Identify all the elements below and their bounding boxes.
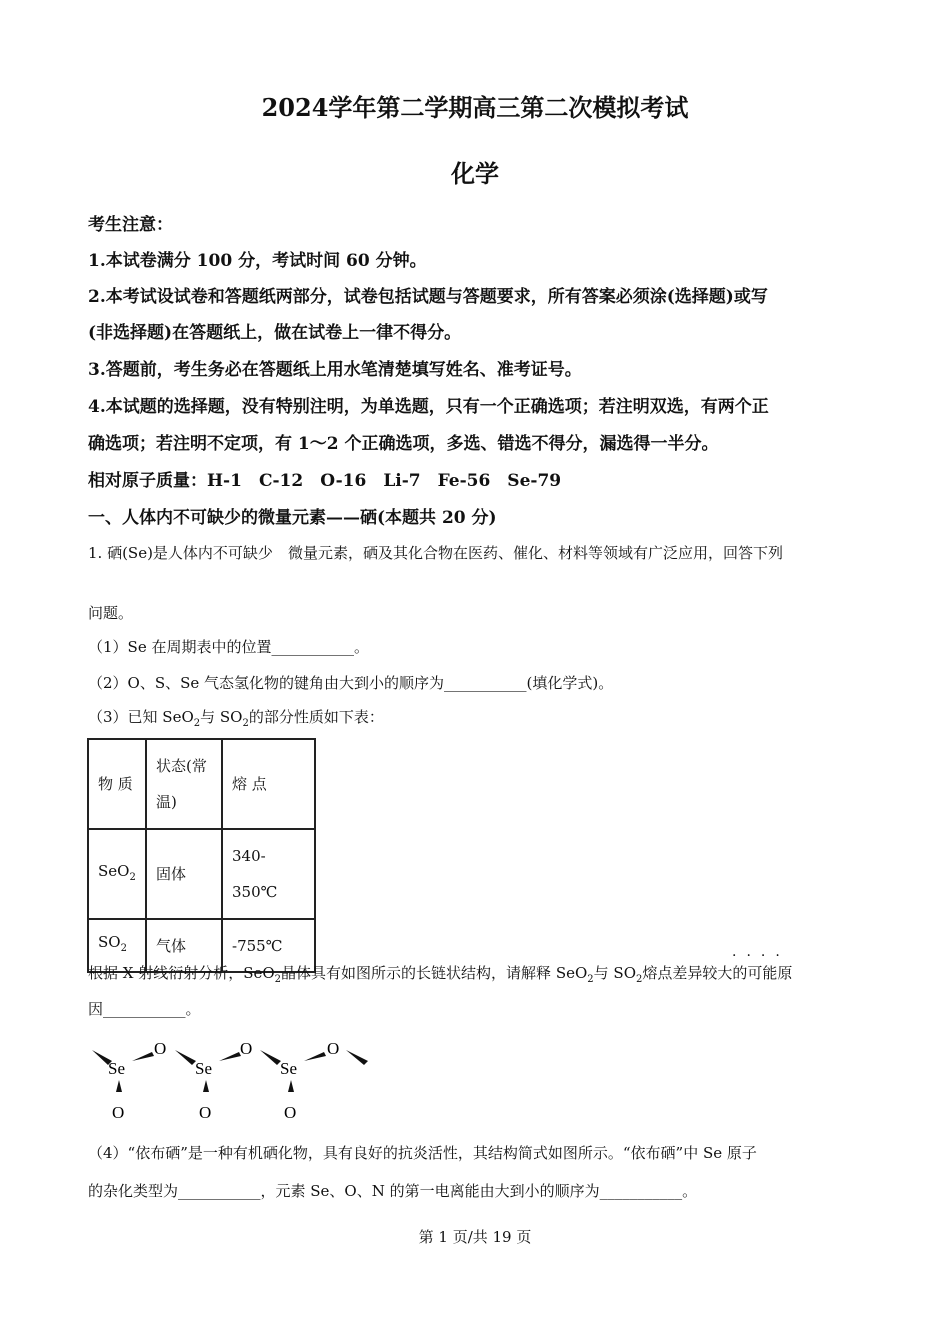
properties-table xyxy=(87,738,316,973)
table-cell: -755℃ xyxy=(222,919,315,972)
notice-item-4b: 确选项；若注明不定项，有 1～2 个正确选项，多选、错选不得分，漏选得一半分。 xyxy=(88,434,719,454)
subject-title: 化学 xyxy=(451,159,499,188)
bond-wedge xyxy=(260,1050,281,1065)
bond-wedge xyxy=(203,1080,209,1092)
question-1-part-3: （3）已知 SeO$_2$与 $SO_2$的部分性质如下表： xyxy=(88,708,384,729)
o-atom-label: O xyxy=(199,1103,212,1122)
table-row xyxy=(88,829,315,919)
bond-wedge xyxy=(175,1050,196,1065)
table-header-cell: 熔 点 xyxy=(222,739,315,829)
question-1-intro: 1. 硒(Se)是人体内不可缺少 微量元素，硒及其化合物在医药、催化、材料等领域有广泛应用，回答下列 xyxy=(88,544,783,562)
o-atom-label: O xyxy=(284,1103,297,1122)
bond-wedge xyxy=(346,1050,368,1065)
explain-question: 根据 X 射线衍射分析，SeO$_2$晶体具有如图所示的长链状结构，请解释 SeO$_2$与 $SO_2$熔点差异较大的可能原 xyxy=(88,964,793,985)
table-header-cell: 物 质 xyxy=(88,739,146,829)
question-1-part-2: （2）O、S、Se 气态氢化物的键角由大到小的顺序为___________(填化学式)。 xyxy=(88,674,614,692)
question-1-part-4-cont: 的杂化类型为___________，元素 Se、O、N 的第一电离能由大到小的顺序为___________。 xyxy=(88,1182,698,1200)
o-atom-label: O xyxy=(327,1039,340,1058)
o-atom-label: O xyxy=(240,1039,253,1058)
bond-wedge xyxy=(219,1052,241,1061)
table-cell: 气体 xyxy=(146,919,222,972)
explain-question-cont: 因___________。 xyxy=(88,1000,201,1018)
notice-item-2a: 2.本考试设试卷和答题纸两部分，试卷包括试题与答题要求，所有答案必须涂(选择题)或写 xyxy=(88,287,768,307)
bond-wedge xyxy=(116,1080,122,1092)
notice-item-4a: 4.本试题的选择题，没有特别注明，为单选题，只有一个正确选项；若注明双选，有两个正 xyxy=(88,397,769,417)
bond-wedge xyxy=(132,1052,154,1061)
se-atom-label: Se xyxy=(195,1059,212,1078)
table-cell: SeO$_2$ xyxy=(88,829,146,919)
table-header-row xyxy=(88,739,315,829)
table-header-cell: 状态(常温) xyxy=(146,739,222,829)
table-cell: 340-350℃ xyxy=(222,829,315,919)
emphasis-dots: ···· xyxy=(732,948,790,964)
question-1-intro-cont: 问题。 xyxy=(88,604,134,622)
atomic-masses: 相对原子质量：H-1 C-12 O-16 Li-7 Fe-56 Se-79 xyxy=(88,471,562,491)
se-atom-label: Se xyxy=(280,1059,297,1078)
notice-item-3: 3.答题前，考生务必在答题纸上用水笔清楚填写姓名、准考证号。 xyxy=(88,360,582,380)
notice-item-1: 1.本试卷满分 100 分，考试时间 60 分钟。 xyxy=(88,251,427,271)
table-cell: $SO_2$ xyxy=(88,919,146,972)
bond-wedge xyxy=(288,1080,294,1092)
notice-heading: 考生注意： xyxy=(88,215,173,235)
question-1-part-4: （4）“依布硒”是一种有机硒化物，具有良好的抗炎活性，其结构简式如图所示。“依布硒”中 Se 原子 xyxy=(88,1144,757,1162)
page-number: 第 1 页/共 19 页 xyxy=(418,1228,532,1246)
se-atom-label: Se xyxy=(108,1059,125,1078)
table-cell: 固体 xyxy=(146,829,222,919)
bond-wedge xyxy=(304,1052,326,1061)
o-atom-label: O xyxy=(154,1039,167,1058)
question-1-part-1: （1）Se 在周期表中的位置___________。 xyxy=(88,638,369,656)
o-atom-label: O xyxy=(112,1103,125,1122)
exam-title: 2024学年第二学期高三第二次模拟考试 xyxy=(261,93,689,122)
section-heading: 一、人体内不可缺少的微量元素——硒(本题共 20 分) xyxy=(88,508,497,528)
seo2-chain-structure xyxy=(86,1034,376,1126)
notice-item-2b: (非选择题)在答题纸上，做在试卷上一律不得分。 xyxy=(88,323,462,343)
